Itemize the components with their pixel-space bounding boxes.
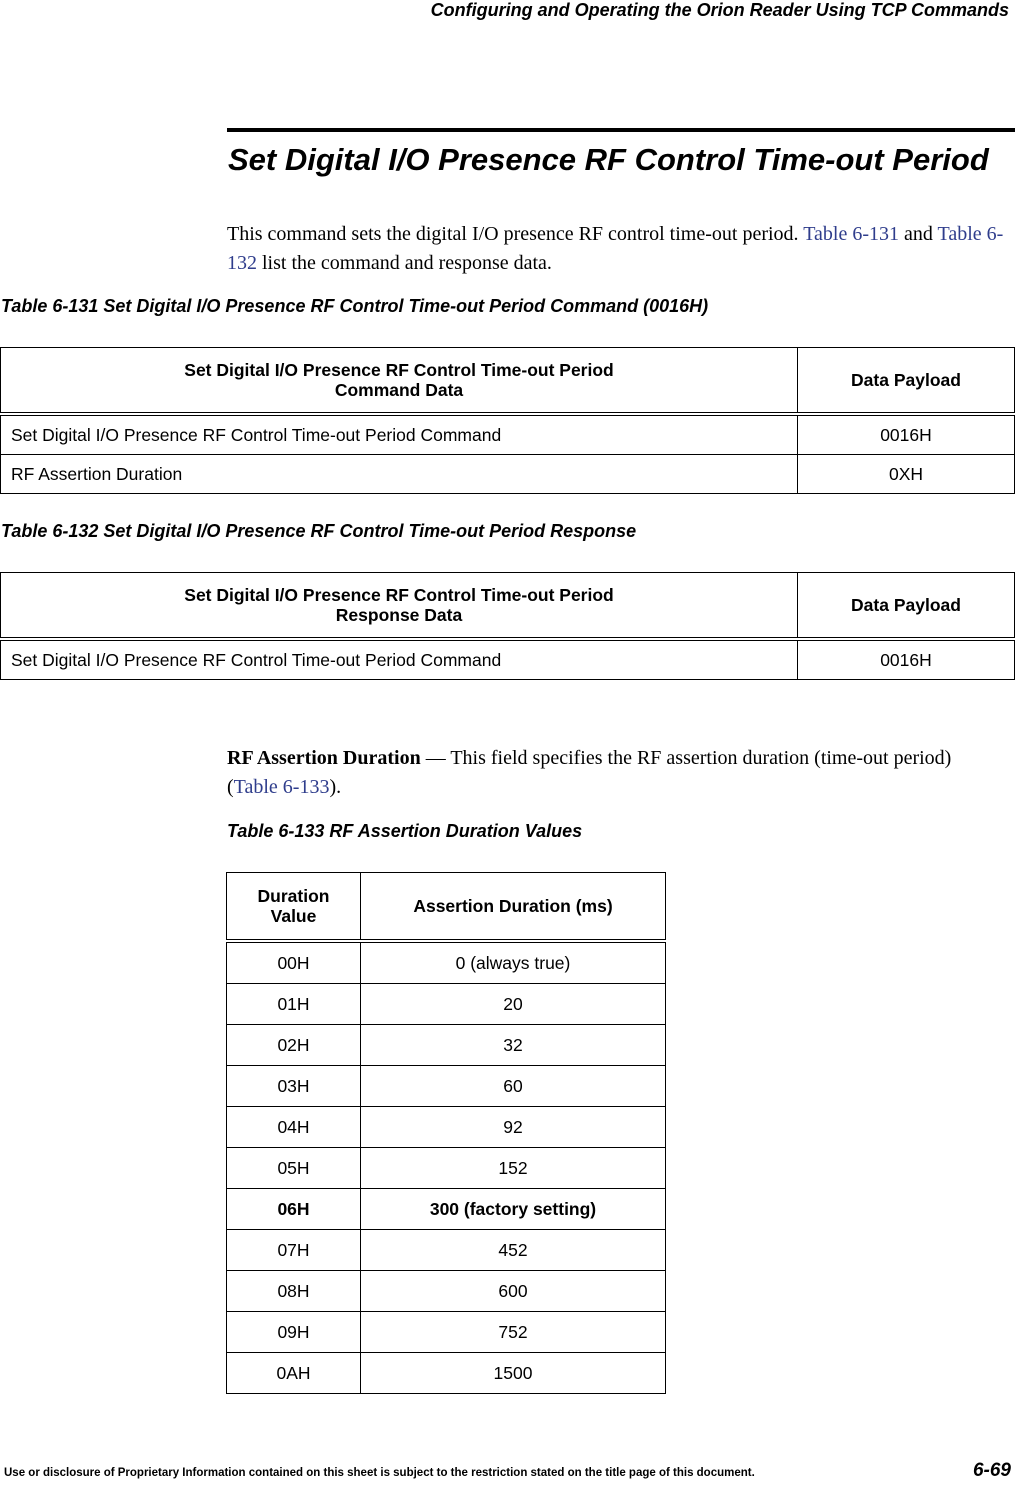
field-term: RF Assertion Duration xyxy=(227,747,421,769)
table-row xyxy=(227,984,666,1025)
duration-code: 07H xyxy=(227,1230,361,1271)
header-line: Set Digital I/O Presence RF Control Time-out Period xyxy=(184,585,614,605)
table-6-132-link[interactable]: Table 6-132 xyxy=(227,223,1004,274)
table-row xyxy=(227,1148,666,1189)
duration-ms: 752 xyxy=(361,1312,666,1353)
table-row xyxy=(227,1066,666,1107)
page-number: 6-69 xyxy=(972,1460,1011,1481)
duration-ms: 92 xyxy=(361,1107,666,1148)
header-line: Set Digital I/O Presence RF Control Time-out Period xyxy=(184,360,614,380)
duration-code: 00H xyxy=(227,941,361,984)
duration-value-header xyxy=(227,873,361,942)
table-row xyxy=(227,1312,666,1353)
intro-text-1: This command sets the digital I/O presence RF control time-out period. xyxy=(227,223,804,245)
table-cell-value: 0016H xyxy=(798,414,1015,455)
table-cell-label: Set Digital I/O Presence RF Control Time-out Period Command xyxy=(1,414,798,455)
table-header-row xyxy=(227,873,666,942)
data-payload-header: Data Payload xyxy=(798,348,1015,415)
table-row xyxy=(227,1353,666,1394)
section-title: Set Digital I/O Presence RF Control Time-out Period xyxy=(228,142,989,177)
command-data-header xyxy=(1,348,798,415)
duration-ms: 452 xyxy=(361,1230,666,1271)
field-text-2: ). xyxy=(329,776,342,798)
table-row xyxy=(1,639,1015,680)
duration-ms: 152 xyxy=(361,1148,666,1189)
duration-code: 03H xyxy=(227,1066,361,1107)
table-row xyxy=(227,941,666,984)
duration-ms: 32 xyxy=(361,1025,666,1066)
table-row xyxy=(227,1107,666,1148)
field-dash: — xyxy=(420,747,451,769)
header-line: Command Data xyxy=(334,380,464,400)
field-text-1: This field specifies the RF assertion duration (time-out period) ( xyxy=(227,747,952,798)
table-header-row xyxy=(1,573,1015,640)
intro-text-2: and xyxy=(898,223,938,245)
duration-ms: 60 xyxy=(361,1066,666,1107)
table-6-131-link[interactable]: Table 6-131 xyxy=(803,223,899,245)
header-line: Response Data xyxy=(335,605,463,625)
table-row xyxy=(227,1230,666,1271)
header-line: Duration xyxy=(257,886,330,906)
duration-ms: 600 xyxy=(361,1271,666,1312)
duration-values-table xyxy=(226,872,666,1394)
command-table xyxy=(0,347,1015,494)
duration-code: 01H xyxy=(227,984,361,1025)
table-cell-label: RF Assertion Duration xyxy=(1,455,798,494)
intro-paragraph xyxy=(227,220,1007,278)
duration-ms: 20 xyxy=(361,984,666,1025)
duration-ms: 0 (always true) xyxy=(361,941,666,984)
table-row xyxy=(1,455,1015,494)
duration-code: 06H xyxy=(227,1189,361,1230)
table-row xyxy=(1,414,1015,455)
table-cell-label: Set Digital I/O Presence RF Control Time-out Period Command xyxy=(1,639,798,680)
table-header-row xyxy=(1,348,1015,415)
duration-code: 09H xyxy=(227,1312,361,1353)
footer-notice: Use or disclosure of Proprietary Information contained on this sheet is subject to the restriction stated on the title page of this document. xyxy=(4,1467,755,1479)
duration-code: 05H xyxy=(227,1148,361,1189)
table-6-131-caption: Table 6-131 Set Digital I/O Presence RF Control Time-out Period Command (0016H) xyxy=(1,296,709,316)
table-row xyxy=(227,1271,666,1312)
response-data-header xyxy=(1,573,798,640)
table-row-factory-setting xyxy=(227,1189,666,1230)
duration-code: 04H xyxy=(227,1107,361,1148)
duration-code: 02H xyxy=(227,1025,361,1066)
duration-code: 08H xyxy=(227,1271,361,1312)
duration-code: 0AH xyxy=(227,1353,361,1394)
field-description xyxy=(227,744,1007,802)
duration-ms: 300 (factory setting) xyxy=(361,1189,666,1230)
running-header: Configuring and Operating the Orion Reader Using TCP Commands xyxy=(430,0,1009,20)
data-payload-header: Data Payload xyxy=(798,573,1015,640)
table-row xyxy=(227,1025,666,1066)
assertion-duration-header: Assertion Duration (ms) xyxy=(361,873,666,942)
table-cell-value: 0XH xyxy=(798,455,1015,494)
section-rule xyxy=(227,128,1015,132)
response-table xyxy=(0,572,1015,680)
header-line: Value xyxy=(270,906,317,926)
intro-text-3: list the command and response data. xyxy=(257,252,552,274)
table-cell-value: 0016H xyxy=(798,639,1015,680)
table-6-132-caption: Table 6-132 Set Digital I/O Presence RF Control Time-out Period Response xyxy=(1,521,637,541)
duration-ms: 1500 xyxy=(361,1353,666,1394)
table-6-133-caption: Table 6-133 RF Assertion Duration Values xyxy=(227,821,583,841)
table-6-133-link[interactable]: Table 6-133 xyxy=(233,776,330,798)
